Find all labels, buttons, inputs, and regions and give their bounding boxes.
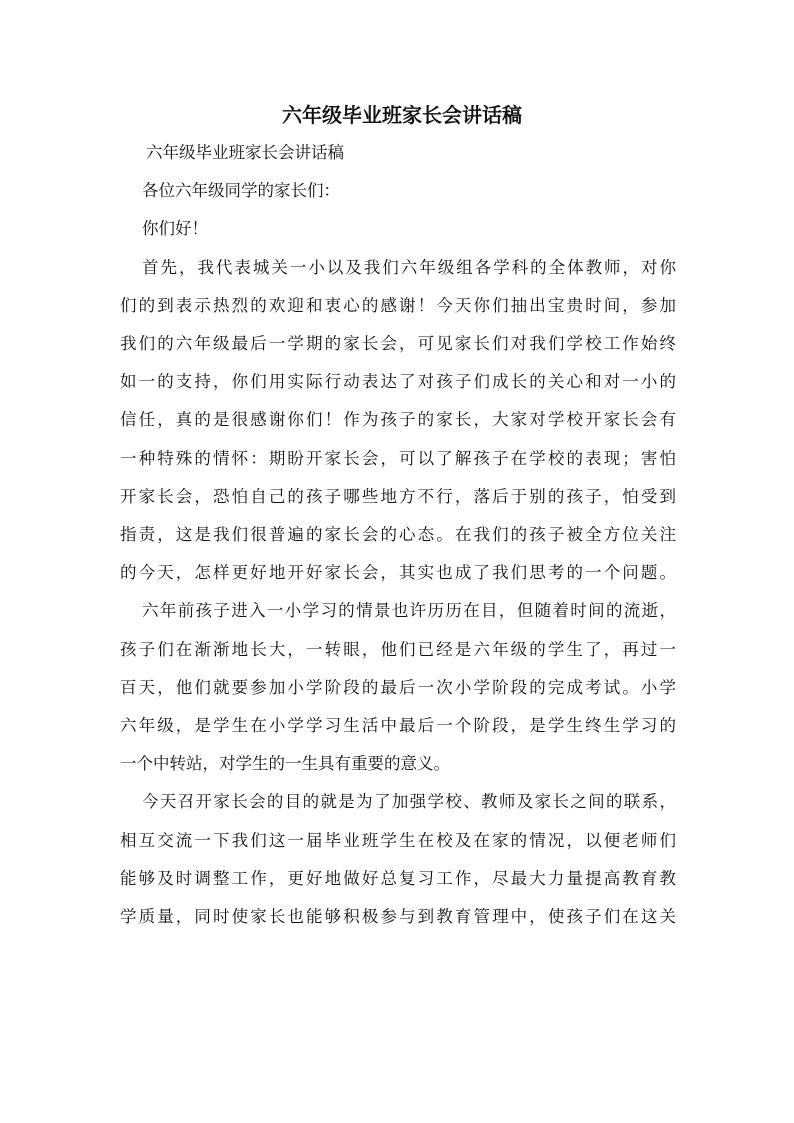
paragraph-line: 能够及时调整工作，更好地做好总复习工作，尽最大力量提高教育教	[120, 868, 676, 888]
paragraph-line: 们的到表示热烈的欢迎和衷心的感谢！今天你们抽出宝贵时间，参加	[120, 295, 676, 315]
paragraph-line: 一种特殊的情怀：期盼开家长会，可以了解孩子在学校的表现；害怕	[120, 448, 676, 468]
paragraph-3	[120, 783, 676, 936]
paragraph-line: 开家长会，恐怕自己的孩子哪些地方不行，落后于别的孩子，怕受到	[120, 486, 676, 506]
paragraph-line: 学质量，同时使家长也能够积极参与到教育管理中，使孩子们在这关	[120, 907, 676, 927]
paragraph-1	[120, 249, 676, 593]
salutation: 各位六年级同学的家长们：	[142, 181, 340, 201]
paragraph-line: 百天，他们就要参加小学阶段的最后一次小学阶段的完成考试。小学	[120, 677, 676, 697]
paragraph-2	[120, 592, 676, 783]
paragraph-line: 六年前孩子进入一小学习的情景也许历历在目，但随着时间的流逝，	[142, 601, 676, 621]
paragraph-line: 相互交流一下我们这一届毕业班学生在校及在家的情况，以便老师们	[120, 830, 676, 850]
paragraph-line: 六年级，是学生在小学学习生活中最后一个阶段，是学生终生学习的	[120, 716, 676, 736]
greeting: 你们好！	[142, 219, 208, 239]
paragraph-line: 信任，真的是很感谢你们！作为孩子的家长，大家对学校开家长会有	[120, 410, 676, 430]
document-subtitle: 六年级毕业班家长会讲话稿	[146, 143, 344, 162]
paragraph-line: 今天召开家长会的目的就是为了加强学校、教师及家长之间的联系，	[142, 792, 676, 812]
document-title: 六年级毕业班家长会讲话稿	[282, 103, 522, 127]
paragraph-line: 如一的支持，你们用实际行动表达了对孩子们成长的关心和对一小的	[120, 372, 676, 392]
paragraph-line: 指责，这是我们很普遍的家长会的心态。在我们的孩子被全方位关注	[120, 525, 676, 545]
paragraph-line: 的今天，怎样更好地开好家长会，其实也成了我们思考的一个问题。	[120, 563, 676, 583]
paragraph-line: 孩子们在渐渐地长大，一转眼，他们已经是六年级的学生了，再过一	[120, 639, 676, 659]
paragraph-line: 我们的六年级最后一学期的家长会，可见家长们对我们学校工作始终	[120, 334, 676, 354]
paragraph-line: 首先，我代表城关一小以及我们六年级组各学科的全体教师，对你	[142, 257, 676, 277]
paragraph-line: 一个中转站，对学生的一生具有重要的意义。	[120, 754, 450, 774]
